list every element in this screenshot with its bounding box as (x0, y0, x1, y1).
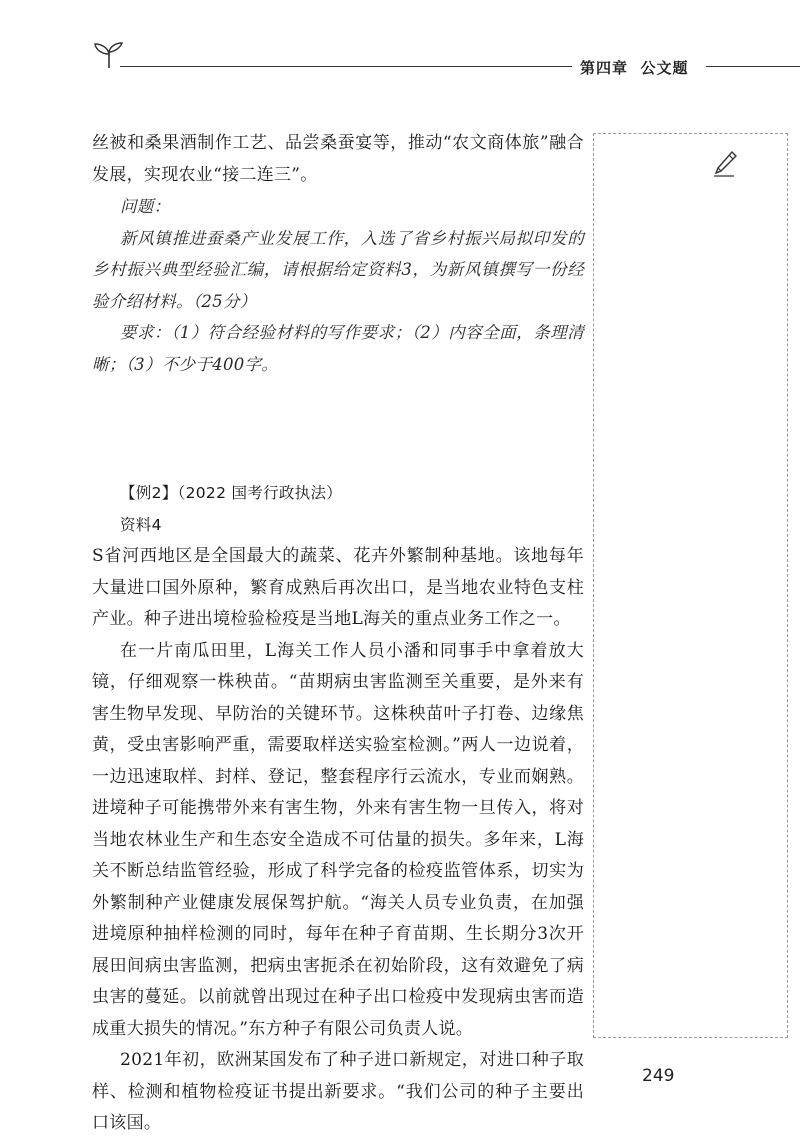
header-rule-right (706, 66, 800, 67)
chapter-title: 第四章 公文题 (580, 59, 689, 77)
notes-margin-box (593, 133, 788, 1038)
pencil-icon (712, 150, 738, 178)
material-continuation: 丝被和桑果酒制作工艺、品尝桑蚕宴等，推动“农文商体旅”融合发展，实现农业“接二连三”。 (92, 133, 584, 185)
example-block (92, 478, 584, 1140)
paragraph-1: S省河西地区是全国最大的蔬菜、花卉外繁制种基地。该地每年大量进口国外原种，繁育成熟后再次出口，是当地农业特色支柱产业。种子进出境检验检疫是当地L海关的重点业务工作之一。 (92, 546, 584, 629)
page-number: 249 (642, 1066, 675, 1086)
example-title: 【例2】（2022 国考行政执法） (120, 484, 343, 502)
requirements-text: 要求：（1）符合经验材料的写作要求；（2）内容全面，条理清晰；（3）不少于400字。 (92, 323, 584, 374)
material-label: 资料4 (120, 515, 162, 534)
paragraph-3: 2021年初，欧洲某国发布了种子进口新规定，对进口种子取样、检测和植物检疫证书提出新要求。“我们公司的种子主要出口该国。 (92, 1050, 584, 1133)
page-header (0, 0, 800, 80)
header-rule-left (120, 66, 572, 67)
question-block (92, 128, 584, 380)
question-text: 新风镇推进蚕桑产业发展工作，入选了省乡村振兴局拟印发的乡村振兴典型经验汇编，请根据给定资料3，为新风镇撰写一份经验介绍材料。（25分） (92, 228, 584, 311)
paragraph-2: 在一片南瓜田里，L海关工作人员小潘和同事手中拿着放大镜，仔细观察一株秧苗。“苗期病虫害监测至关重要，是外来有害生物早发现、早防治的关键环节。这株秧苗叶子打卷、边缘焦黄，受虫害影响严重，需要取样送实验室检测。”两人一边说着，一边迅速取样、封样、登记，整套程序行云流水，专业而娴熟。进境种子可能携带外来有害生物，外来有害生物一旦传入，将对当地农林业生产和生态安全造成不可估量的损失。多年来，L海关不断总结监管经验，形成了科学完备的检疫监管体系，切实为外繁制种产业健康发展保驾护航。“海关人员专业负责，在加强进境原种抽样检测的同时，每年在种子育苗期、生长期分3次开展田间病虫害监测，把病虫害扼杀在初始阶段，这有效避免了病虫害的蔓延。以前就曾出现过在种子出口检疫中发现病虫害而造成重大损失的情况。”东方种子有限公司负责人说。 (92, 640, 584, 1039)
question-label: 问题： (120, 197, 171, 216)
